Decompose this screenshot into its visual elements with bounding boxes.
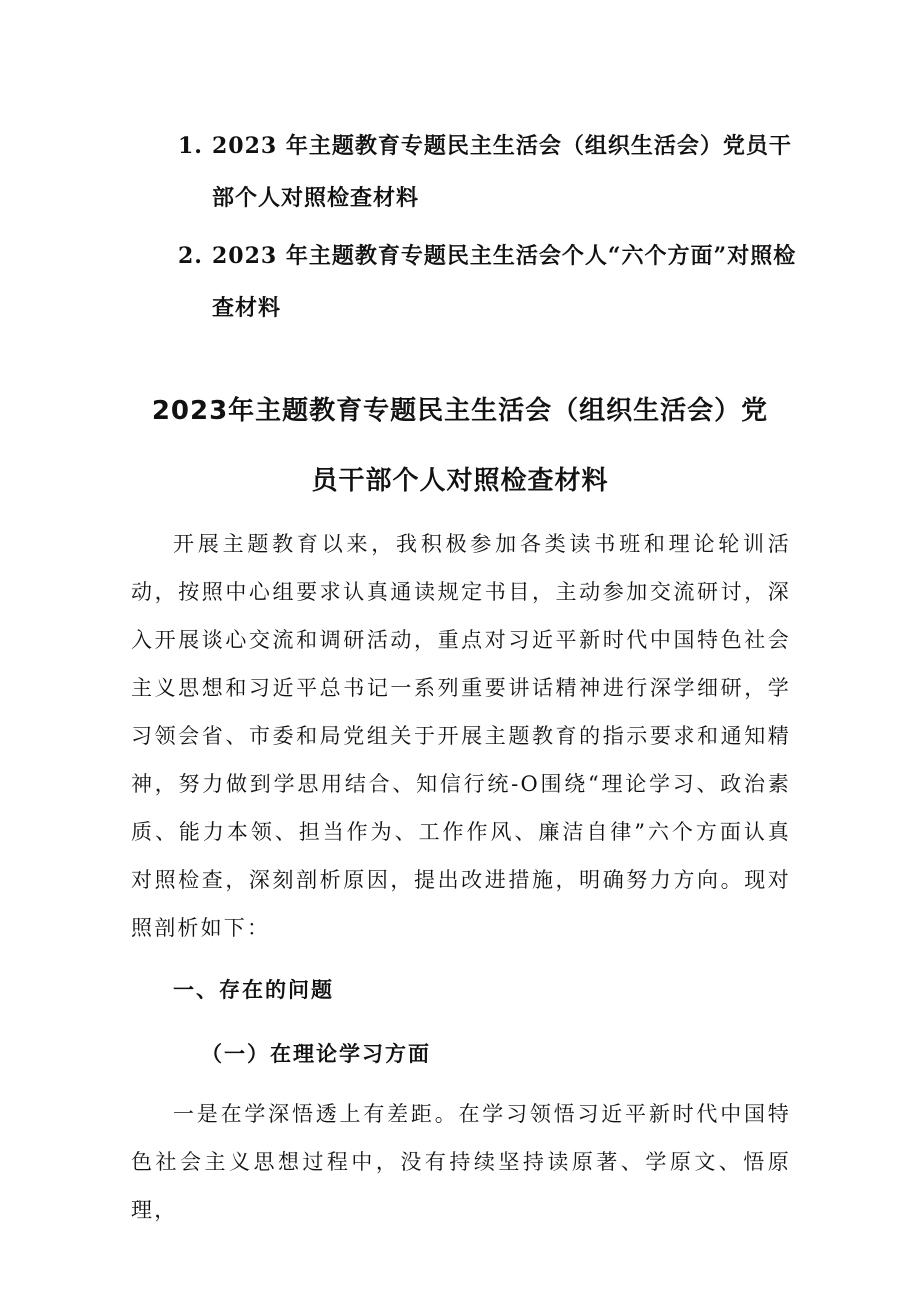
toc-item[interactable]	[178, 230, 798, 334]
document-title: 2023年主题教育专题民主生活会（组织生活会）党员干部个人对照检查材料	[151, 396, 769, 496]
subsection-heading: （一）在理论学习方面	[201, 1041, 431, 1066]
document-body	[131, 520, 791, 1234]
toc-item-text: 2023 年主题教育专题民主生活会个人“六个方面”对照检查材料	[212, 243, 797, 321]
section-heading: 一、存在的问题	[173, 978, 334, 1002]
toc-item-number: 1.	[178, 133, 203, 159]
table-of-contents	[178, 120, 798, 340]
toc-item-text: 2023 年主题教育专题民主生活会（组织生活会）党员干部个人对照检查材料	[212, 133, 792, 211]
intro-paragraph: 开展主题教育以来，我积极参加各类读书班和理论轮训活动，按照中心组要求认真通读规定书目，主动参加交流研讨，深入开展谈心交流和调研活动，重点对习近平新时代中国特色社会主义思想和习近平总书记一系列重要讲话精神进行深学细研，学习领会省、市委和局党组关于开展主题教育的指示要求和通知精神，努力做到学思用结合、知信行统-O围绕“理论学习、政治素质、能力本领、担当作为、工作作风、廉洁自律”六个方面认真对照检查，深刻剖析原因，提出改进措施，明确努力方向。现对照剖析如下：	[131, 532, 791, 940]
toc-item[interactable]	[178, 120, 798, 224]
body-paragraph: 一是在学深悟透上有差距。在学习领悟习近平新时代中国特色社会主义思想过程中，没有持续坚持读原著、学原文、悟原理，	[131, 1102, 791, 1222]
toc-item-number: 2.	[178, 243, 203, 269]
